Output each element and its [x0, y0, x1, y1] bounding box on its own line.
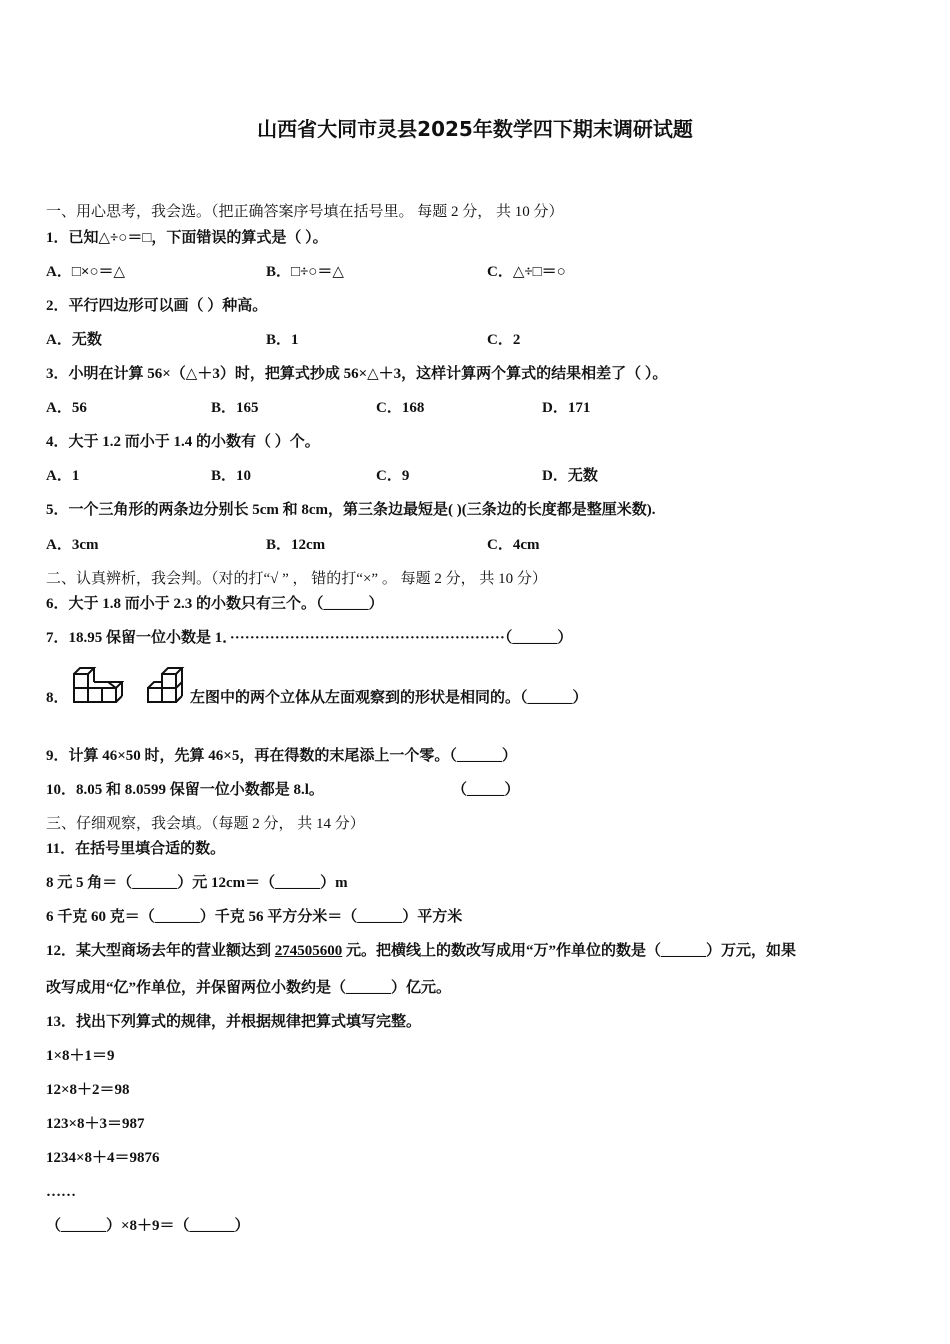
q13-blank-row: （______）×8＋9＝（______） — [46, 1218, 250, 1234]
section-3-header: 三、仔细观察，我会填。（每题 2 分， 共 14 分） — [46, 816, 365, 832]
question-12-line-2: 改写成用“亿”作单位，并保留两位小数约是（______）亿元。 — [46, 980, 452, 996]
question-11-line-1: 8 元 5 角＝（______）元 12cm＝（______）m — [46, 875, 348, 891]
q4-option-c: C．9 — [376, 468, 410, 484]
section-1-header: 一、用心思考，我会选。（把正确答案序号填在括号里。 每题 2 分， 共 10 分） — [46, 204, 564, 220]
question-10-blank: （_____） — [452, 782, 520, 798]
question-11: 11．在括号里填合适的数。 — [46, 841, 226, 857]
page-title: 山西省大同市灵县2025年数学四下期末调研试题 — [257, 117, 693, 141]
q13-row: 1×8＋1＝9 — [46, 1048, 115, 1064]
q5-option-b: B．12cm — [266, 537, 326, 553]
q1-option-c: C．△÷□＝○ — [487, 264, 566, 280]
question-5: 5．一个三角形的两条边分别长 5cm 和 8cm，第三条边最短是( )(三条边的长度都是整厘米数). — [46, 502, 656, 518]
q3-option-b: B．165 — [211, 400, 259, 416]
q4-option-d: D．无数 — [542, 468, 598, 484]
q2-option-a: A．无数 — [46, 332, 102, 348]
question-6: 6．大于 1.8 而小于 2.3 的小数只有三个。（______） — [46, 596, 384, 612]
q4-option-a: A．1 — [46, 468, 80, 484]
question-2: 2．平行四边形可以画（ ）种高。 — [46, 298, 268, 314]
question-9: 9．计算 46×50 时，先算 46×5，再在得数的末尾添上一个零。（______） — [46, 748, 517, 764]
question-12 — [46, 941, 796, 961]
q2-option-b: B．1 — [266, 332, 299, 348]
q2-option-c: C．2 — [487, 332, 521, 348]
q5-option-c: C．4cm — [487, 537, 540, 553]
q13-row: 12×8＋2＝98 — [46, 1082, 130, 1098]
cube-figure-right — [144, 662, 192, 706]
q5-option-a: A．3cm — [46, 537, 99, 553]
q13-row: 1234×8＋4＝9876 — [46, 1150, 160, 1166]
question-4: 4．大于 1.2 而小于 1.4 的小数有（ ）个。 — [46, 434, 320, 450]
q3-option-c: C．168 — [376, 400, 425, 416]
section-2-header: 二、认真辨析，我会判。（对的打“√ ” ， 错的打“×” 。 每题 2 分， 共 10 分） — [46, 571, 547, 587]
q12-underlined-number: 274505600 — [274, 943, 343, 959]
question-8-number: 8． — [46, 690, 69, 706]
cube-figure-left — [72, 662, 124, 706]
question-3: 3．小明在计算 56×（△＋3）时，把算式抄成 56×△＋3，这样计算两个算式的结果相差了（ ）。 — [46, 366, 668, 382]
question-8-text: 左图中的两个立体从左面观察到的形状是相同的。（______） — [190, 690, 588, 706]
q13-ellipsis: …… — [46, 1184, 76, 1200]
q4-option-b: B．10 — [211, 468, 252, 484]
q12-pre: 12．某大型商场去年的营业额达到 — [46, 943, 275, 959]
q12-post: 元。把横线上的数改写成用“万”作单位的数是（______）万元，如果 — [342, 943, 797, 959]
q3-option-d: D．171 — [542, 400, 591, 416]
question-11-line-2: 6 千克 60 克＝（______）千克 56 平方分米＝（______）平方米 — [46, 909, 463, 925]
question-10: 10．8.05 和 8.0599 保留一位小数都是 8.l。 — [46, 782, 324, 798]
q3-option-a: A．56 — [46, 400, 87, 416]
q1-option-a: A．□×○＝△ — [46, 264, 126, 280]
question-7: 7．18.95 保留一位小数是 1．·······················································（______） — [46, 630, 573, 646]
q13-row: 123×8＋3＝987 — [46, 1116, 145, 1132]
q1-option-b: B．□÷○＝△ — [266, 264, 344, 280]
question-13: 13．找出下列算式的规律，并根据规律把算式填写完整。 — [46, 1014, 422, 1030]
question-1: 1．已知△÷○＝□，下面错误的算式是（ ）。 — [46, 230, 328, 246]
